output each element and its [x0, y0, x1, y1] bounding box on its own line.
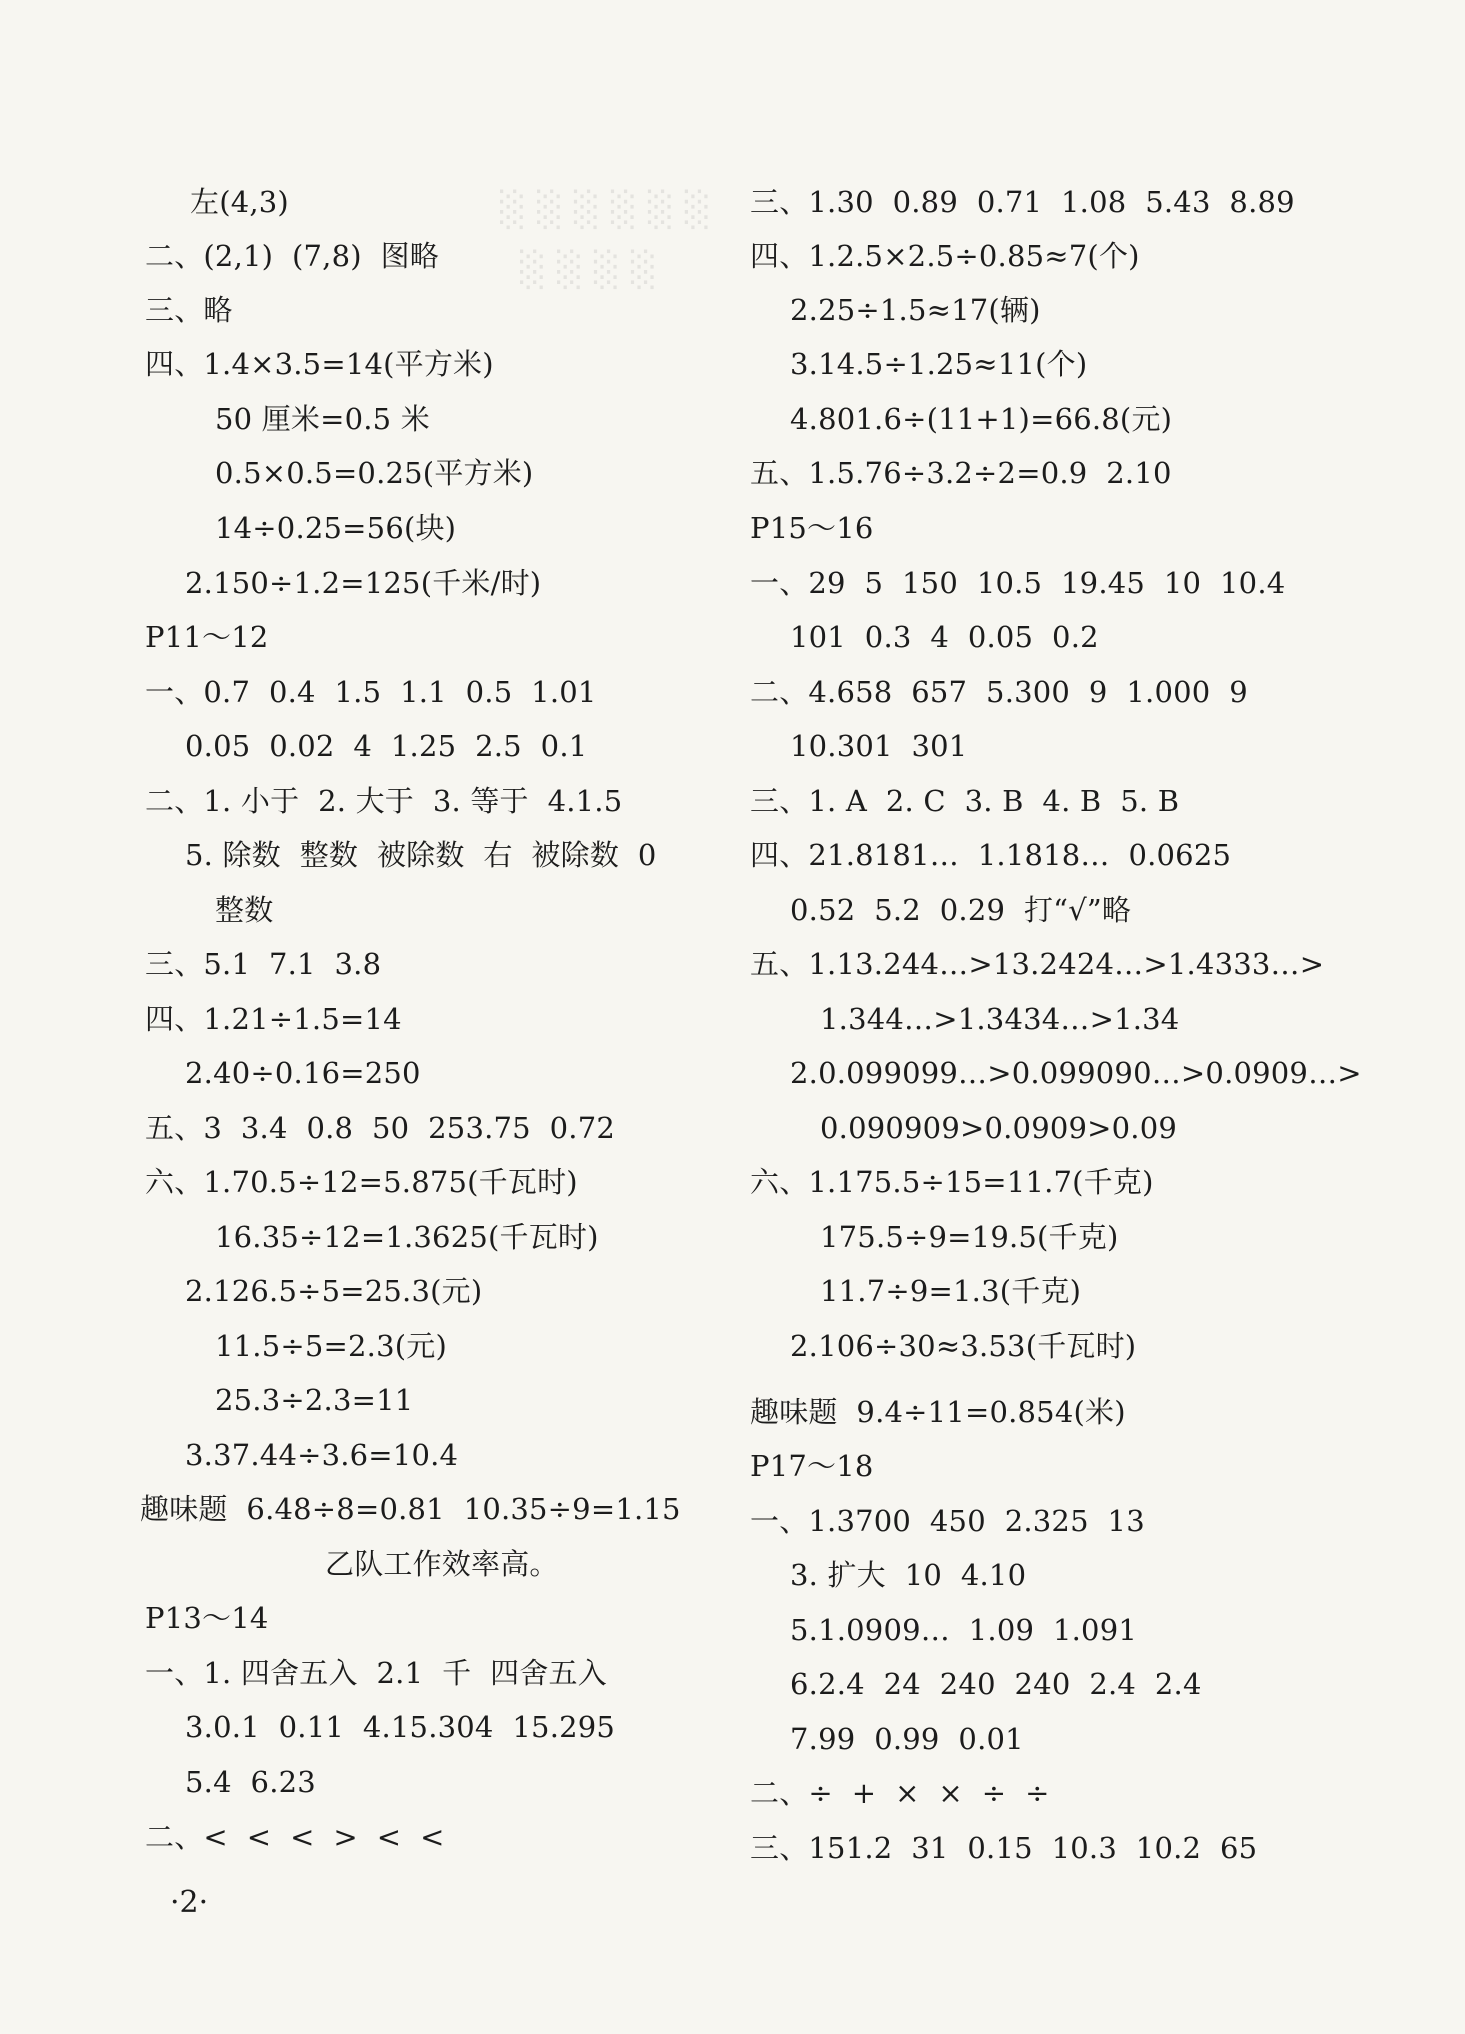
answer-line: 4.801.6÷(11+1)=66.8(元) — [790, 402, 1173, 436]
answer-line: 14÷0.25=56(块) — [215, 511, 457, 545]
answer-line: 0.52 5.2 0.29 打“√”略 — [790, 893, 1132, 927]
answer-line: 16.35÷12=1.3625(千瓦时) — [215, 1220, 599, 1254]
answer-line: 四、1.21÷1.5=14 — [145, 1002, 402, 1036]
answer-line: 一、0.7 0.4 1.5 1.1 0.5 1.01 — [145, 675, 597, 709]
answer-line: 四、1.2.5×2.5÷0.85≈7(个) — [750, 239, 1140, 273]
answer-line: 三、1. A 2. C 3. B 4. B 5. B — [750, 784, 1180, 818]
answer-line: 二、1. 小于 2. 大于 3. 等于 4.1.5 — [145, 784, 623, 818]
answer-line: 一、29 5 150 10.5 19.45 10 10.4 — [750, 566, 1286, 600]
bleed-through-marks: ░ ░ ░ ░ — [520, 250, 658, 290]
answer-line: 一、1.3700 450 2.325 13 — [750, 1504, 1145, 1538]
answer-line: 五、1.5.76÷3.2÷2=0.9 2.10 — [750, 456, 1172, 490]
answer-line: 二、÷ + × × ÷ ÷ — [750, 1776, 1050, 1810]
section-heading: P15～16 — [750, 511, 874, 545]
answer-line: 11.5÷5=2.3(元) — [215, 1329, 447, 1363]
answer-line: 2.106÷30≈3.53(千瓦时) — [790, 1329, 1137, 1363]
page-number: ·2· — [170, 1885, 209, 1920]
answer-line: 0.090909>0.0909>0.09 — [820, 1111, 1178, 1145]
answer-line: 0.05 0.02 4 1.25 2.5 0.1 — [185, 729, 588, 763]
answer-line: 1.344…>1.3434…>1.34 — [820, 1002, 1180, 1036]
answer-line: 0.5×0.5=0.25(平方米) — [215, 456, 534, 490]
answer-line: 趣味题 6.48÷8=0.81 10.35÷9=1.15 — [140, 1492, 681, 1526]
section-heading: P11～12 — [145, 620, 269, 654]
answer-line: 3. 扩大 10 4.10 — [790, 1558, 1027, 1592]
answer-line: 50 厘米=0.5 米 — [215, 402, 430, 436]
answer-line: 五、1.13.244…>13.2424…>1.4333…> — [750, 947, 1325, 981]
answer-line: 3.0.1 0.11 4.15.304 15.295 — [185, 1710, 616, 1744]
answer-line: 2.126.5÷5=25.3(元) — [185, 1274, 483, 1308]
answer-line: 六、1.175.5÷15=11.7(千克) — [750, 1165, 1154, 1199]
answer-line: 2.25÷1.5≈17(辆) — [790, 293, 1041, 327]
answer-line: 五、3 3.4 0.8 50 253.75 0.72 — [145, 1111, 616, 1145]
answer-line: 11.7÷9=1.3(千克) — [820, 1274, 1082, 1308]
answer-line: 101 0.3 4 0.05 0.2 — [790, 620, 1099, 654]
answer-line: 二、< < < > < < — [145, 1820, 445, 1854]
answer-line: 10.301 301 — [790, 729, 968, 763]
answer-line: 乙队工作效率高。 — [325, 1547, 559, 1581]
answer-line: 2.150÷1.2=125(千米/时) — [185, 566, 542, 600]
answer-line: 5. 除数 整数 被除数 右 被除数 0 — [185, 838, 657, 872]
answer-line: 6.2.4 24 240 240 2.4 2.4 — [790, 1667, 1202, 1701]
answer-line: 3.37.44÷3.6=10.4 — [185, 1438, 459, 1472]
answer-line: 六、1.70.5÷12=5.875(千瓦时) — [145, 1165, 578, 1199]
answer-line: 二、4.658 657 5.300 9 1.000 9 — [750, 675, 1248, 709]
answer-line: 二、(2,1) (7,8) 图略 — [145, 239, 439, 273]
answer-line: 整数 — [215, 893, 274, 927]
answer-line: 三、1.30 0.89 0.71 1.08 5.43 8.89 — [750, 185, 1295, 219]
answer-line: 三、略 — [145, 293, 233, 327]
answer-line: 175.5÷9=19.5(千克) — [820, 1220, 1119, 1254]
answer-line: 三、5.1 7.1 3.8 — [145, 947, 382, 981]
answer-line: 25.3÷2.3=11 — [215, 1383, 414, 1417]
bleed-through-marks: ░ ░ ░ ░ ░ ░ — [500, 190, 711, 230]
answer-line: 三、151.2 31 0.15 10.3 10.2 65 — [750, 1831, 1258, 1865]
answer-line: 一、1. 四舍五入 2.1 千 四舍五入 — [145, 1656, 607, 1690]
section-heading: P13～14 — [145, 1601, 269, 1635]
answer-line: 四、1.4×3.5=14(平方米) — [145, 347, 494, 381]
answer-line: 2.40÷0.16=250 — [185, 1056, 421, 1090]
answer-line: 2.0.099099…>0.099090…>0.0909…> — [790, 1056, 1362, 1090]
answer-line: 四、21.8181… 1.1818… 0.0625 — [750, 838, 1232, 872]
answer-line: 3.14.5÷1.25≈11(个) — [790, 347, 1088, 381]
answer-line: 5.4 6.23 — [185, 1765, 316, 1799]
answer-line: 趣味题 9.4÷11=0.854(米) — [750, 1395, 1126, 1429]
answer-line: 5.1.0909… 1.09 1.091 — [790, 1613, 1138, 1647]
answer-line: 左(4,3) — [190, 185, 289, 219]
section-heading: P17～18 — [750, 1449, 874, 1483]
answer-line: 7.99 0.99 0.01 — [790, 1722, 1024, 1756]
